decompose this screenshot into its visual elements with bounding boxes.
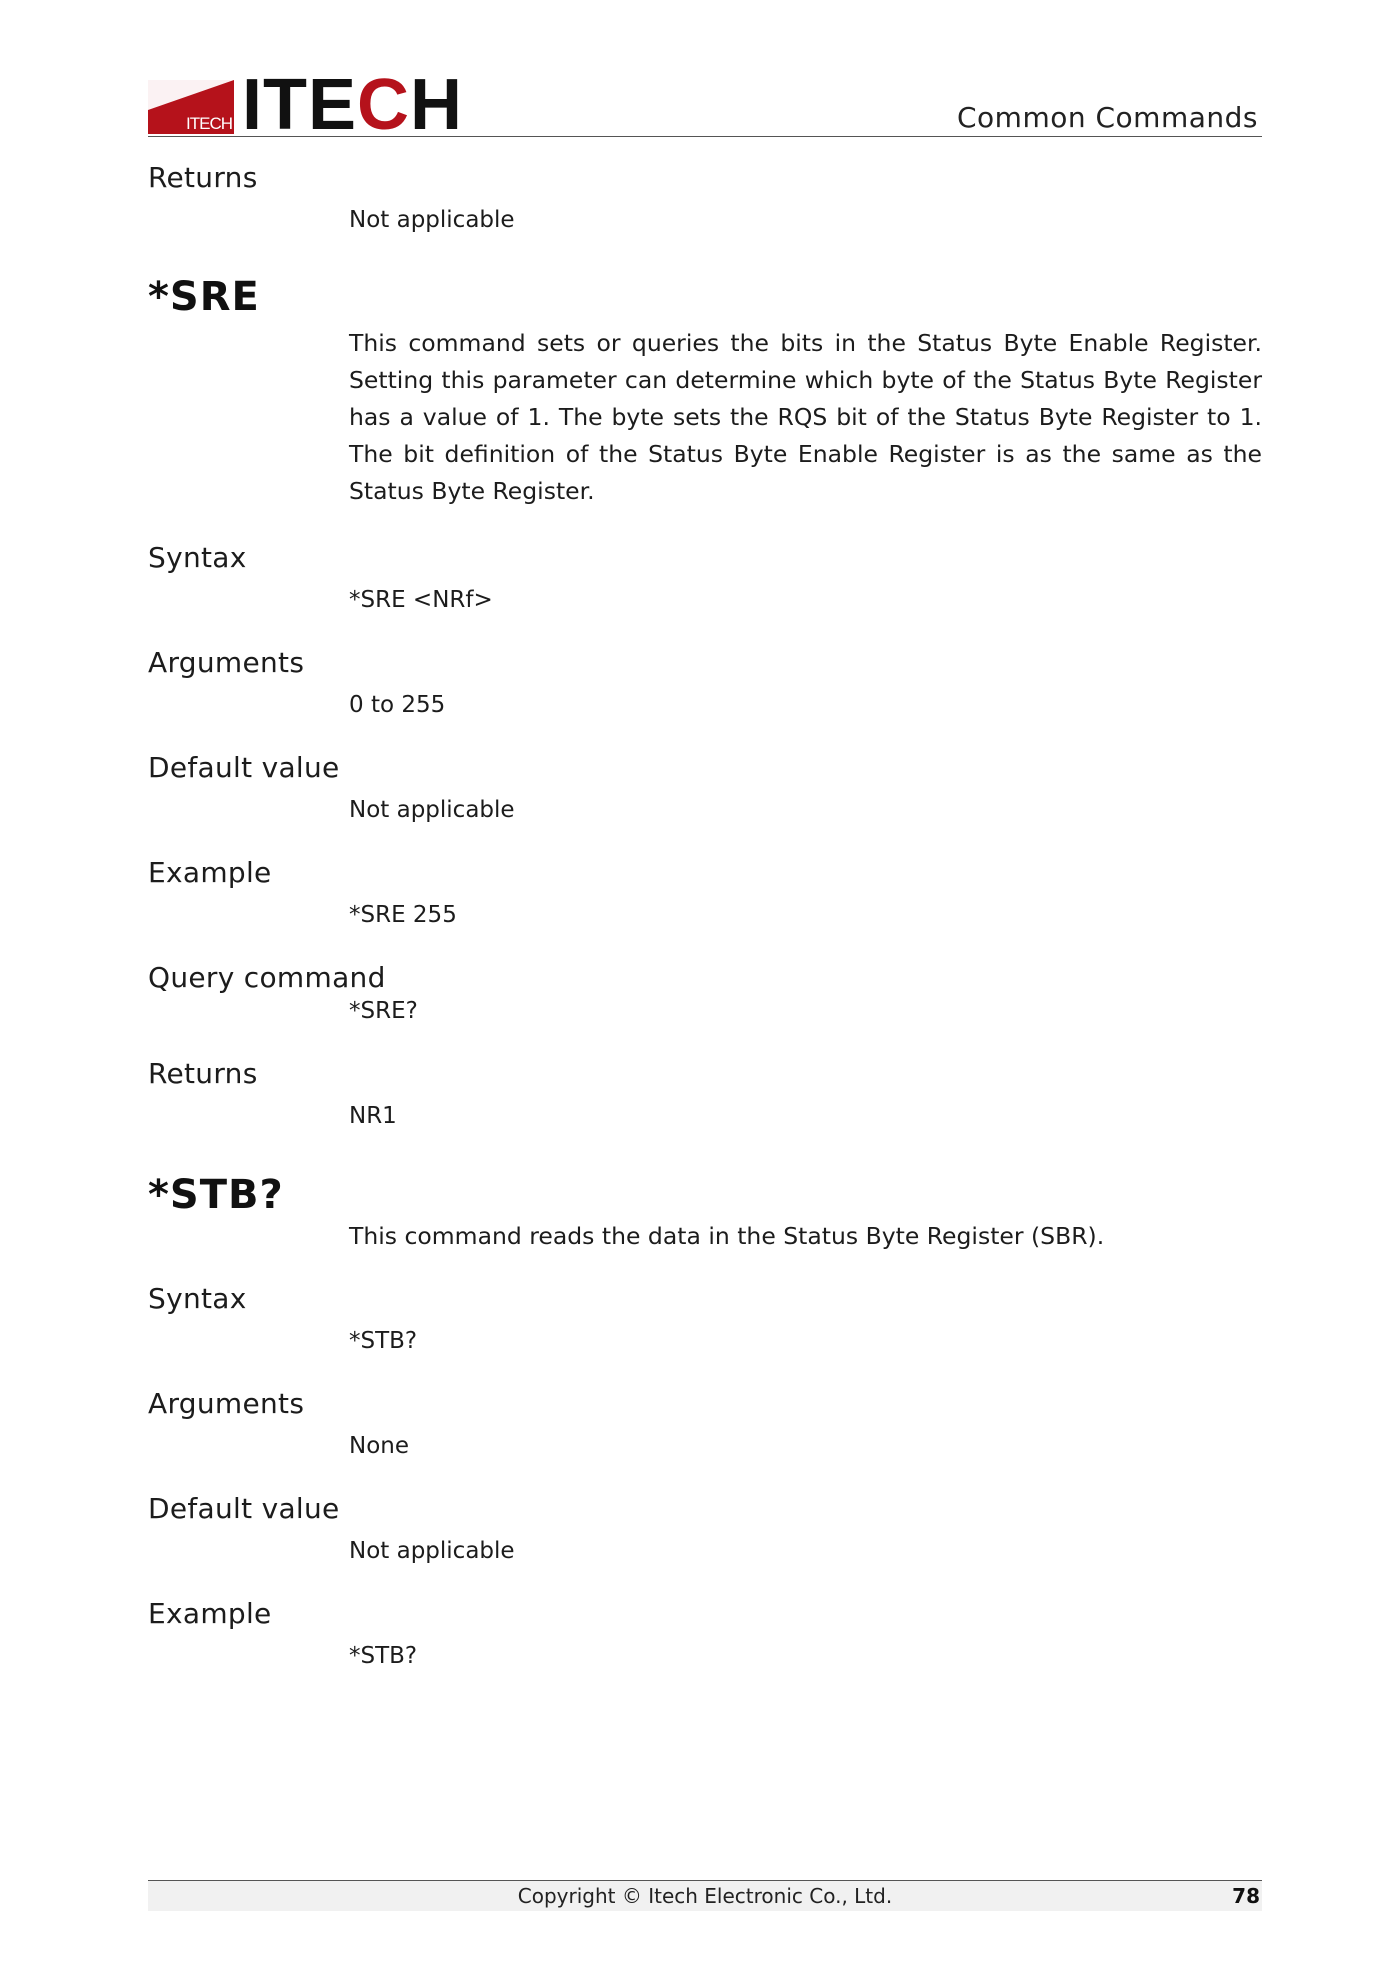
sre-query-value: *SRE?	[349, 998, 418, 1024]
stb-description: This command reads the data in the Status Byte Register (SBR).	[349, 1222, 1105, 1250]
page-number: 78	[1232, 1884, 1260, 1908]
sre-query-label: Query command	[148, 961, 386, 994]
sre-arguments-label: Arguments	[148, 646, 305, 679]
sre-returns-label: Returns	[148, 1057, 258, 1090]
page-header	[148, 65, 1262, 145]
header-section-title: Common Commands	[956, 101, 1258, 134]
stb-syntax-value: *STB?	[349, 1328, 418, 1354]
stb-arguments-label: Arguments	[148, 1387, 305, 1420]
stb-command-title: *STB?	[148, 1172, 284, 1218]
stb-example-label: Example	[148, 1597, 272, 1630]
itech-logo	[148, 65, 464, 145]
footer-copyright: Copyright © Itech Electronic Co., Ltd.	[517, 1884, 893, 1908]
stb-default-label: Default value	[148, 1492, 340, 1525]
page-content	[148, 160, 1262, 1671]
stb-example-value: *STB?	[349, 1643, 418, 1669]
logo-wordmark	[242, 65, 464, 145]
sre-syntax-label: Syntax	[148, 541, 247, 574]
sre-example-label: Example	[148, 856, 272, 889]
intro-returns-value: Not applicable	[349, 207, 515, 233]
sre-default-value: Not applicable	[349, 797, 515, 823]
logo-word-part-3: H	[410, 65, 464, 145]
stb-syntax-label: Syntax	[148, 1282, 247, 1315]
logo-mark-icon	[148, 80, 234, 134]
sre-example-value: *SRE 255	[349, 902, 457, 928]
logo-word-part-1: ITE	[242, 65, 358, 145]
sre-arguments-value: 0 to 255	[349, 692, 446, 718]
sre-default-label: Default value	[148, 751, 340, 784]
logo-word-part-2: C	[357, 65, 411, 145]
logo-mark-text: ITECH	[186, 114, 232, 133]
sre-command-title: *SRE	[148, 274, 260, 320]
stb-arguments-value: None	[349, 1433, 410, 1459]
intro-returns-label: Returns	[148, 161, 258, 194]
stb-default-value: Not applicable	[349, 1538, 515, 1564]
sre-returns-value: NR1	[349, 1103, 397, 1129]
sre-description: This command sets or queries the bits in the Status Byte Enable Register. Setting this parameter can determine which byte of the Status Byte Register has a value of 1. The byte sets the RQS bit of the Status Byte Register to 1. The bit definition of the Status Byte Enable Register is as the same as the Status Byte Register.	[349, 329, 1262, 505]
page-footer	[148, 1880, 1262, 1911]
sre-syntax-value: *SRE <NRf>	[349, 587, 493, 613]
